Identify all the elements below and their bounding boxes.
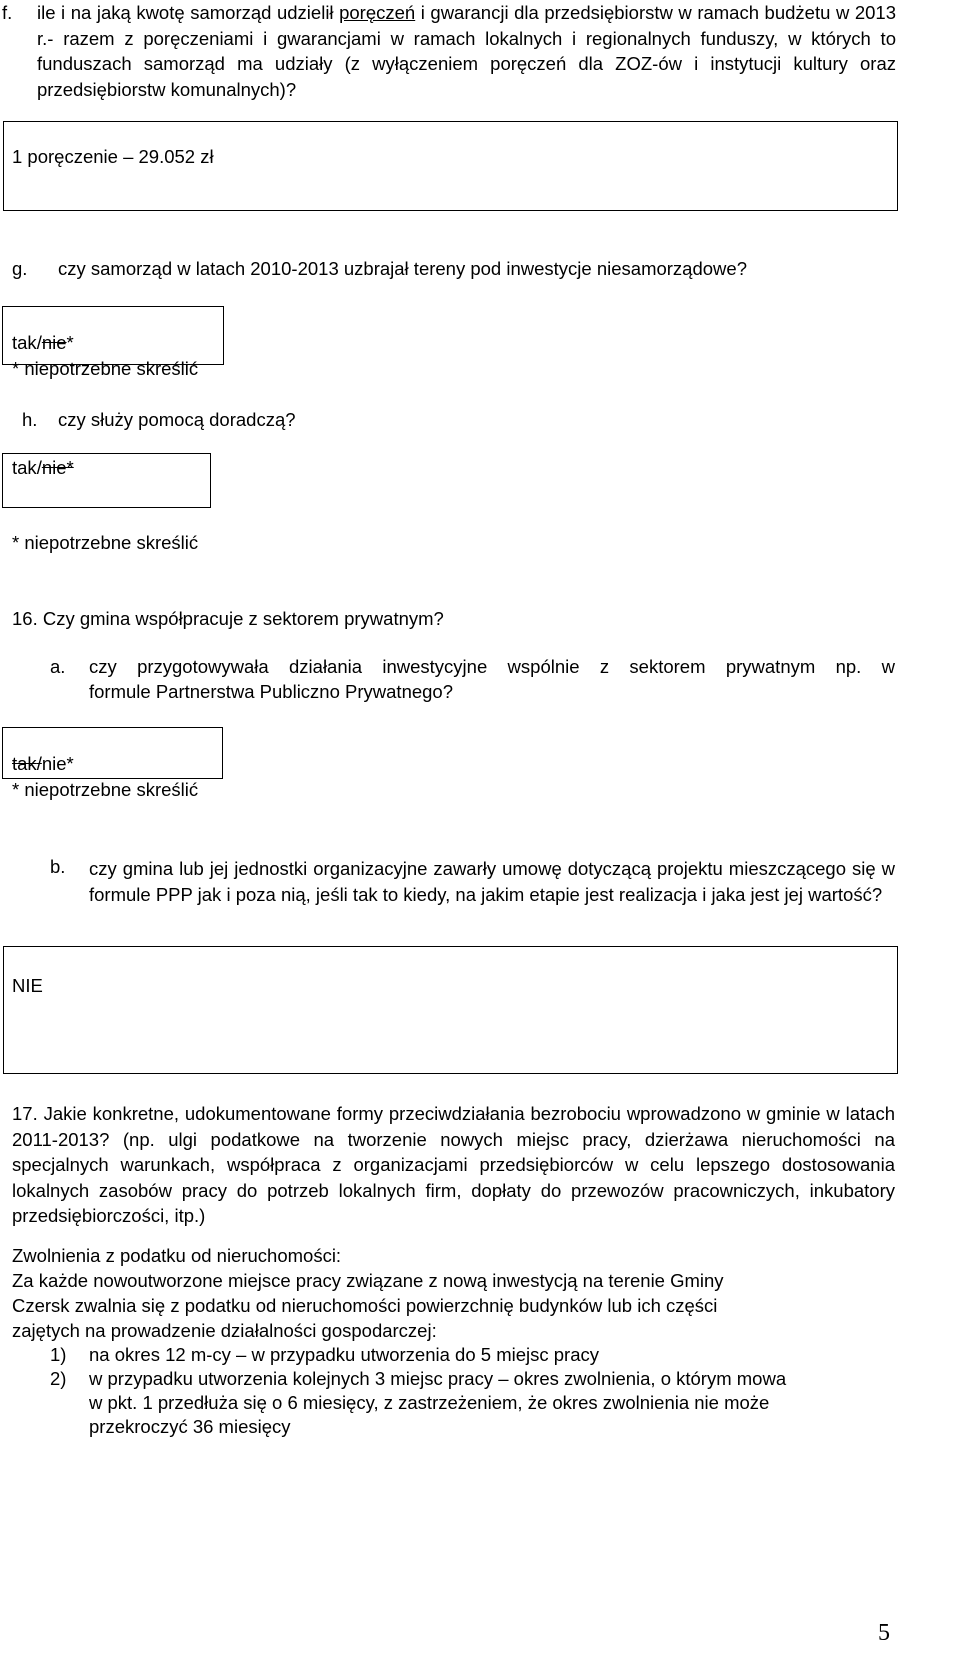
page-number: 5 bbox=[878, 1620, 890, 1646]
question-17: 17. Jakie konkretne, udokumentowane formy przeciwdziałania bezrobociu wprowadzono w gminie w latach 2011-2013? (np. ulgi podatkowe na tworzenie nowych miejsc pracy, dzierżawa nieruchomości na specjalnych warunkach, współpraca z organizacjami przedsiębiorców w celu lepszego dostosowania lokalnych zasobów pracy do potrzeb lokalnych firm, dopłaty do przewozów pracowniczych, inkubatory przedsiębiorczości, itp.) bbox=[12, 1103, 895, 1226]
answer-h-sep: / bbox=[36, 457, 42, 478]
item-letter-f: f. bbox=[2, 2, 13, 23]
answer-17-heading: Zwolnienia z podatku od nieruchomości: bbox=[12, 1245, 342, 1266]
question-f-text-before: ile i na jaką kwotę samorząd udzielił bbox=[37, 2, 340, 23]
answer-16a-sep: / bbox=[36, 753, 42, 774]
answer-16a-nie: nie* bbox=[41, 753, 74, 774]
question-f-underlined: poręczeń bbox=[339, 2, 416, 23]
item-letter-16a: a. bbox=[50, 656, 66, 677]
list-item-line: w przypadku utworzenia kolejnych 3 miejsc pracy – okres zwolnienia, o którym mowa bbox=[89, 1368, 787, 1389]
question-g: czy samorząd w latach 2010-2013 uzbrajał tereny pod inwestycje niesamorządowe? bbox=[58, 258, 747, 279]
question-h: czy służy pomocą doradczą? bbox=[58, 409, 296, 430]
answer-g-star: * bbox=[66, 332, 74, 353]
list-item-line: przekroczyć 36 miesięcy bbox=[89, 1416, 291, 1437]
answer-16a bbox=[12, 753, 74, 775]
footnote-g: * niepotrzebne skreślić bbox=[12, 358, 199, 379]
answer-h bbox=[12, 457, 74, 479]
question-16-heading: 16. Czy gmina współpracuje z sektorem prywatnym? bbox=[12, 608, 444, 629]
item-letter-h: h. bbox=[22, 409, 38, 430]
answer-g-nie: nie bbox=[41, 332, 67, 353]
list-item-line: w pkt. 1 przedłuża się o 6 miesięcy, z zastrzeżeniem, że okres zwolnienia nie może bbox=[89, 1392, 770, 1413]
answer-17-line2: Czersk zwalnia się z podatku od nieruchomości powierzchnię budynków lub ich części bbox=[12, 1295, 718, 1316]
answer-17-line1: Za każde nowoutworzone miejsce pracy związane z nową inwestycją na terenie Gminy bbox=[12, 1270, 724, 1291]
list-item-number: 1) bbox=[50, 1344, 67, 1365]
question-16b: czy gmina lub jej jednostki organizacyjne zawarły umowę dotyczącą projektu mieszczącego się w formule PPP jak i poza nią, jeśli tak to kiedy, na jakim etapie jest realizacja i jaka jest jej wartość? bbox=[89, 858, 895, 905]
question-16a-line2: formule Partnerstwa Publiczno Prywatnego? bbox=[89, 681, 454, 702]
item-letter-g: g. bbox=[12, 258, 28, 279]
answer-g bbox=[12, 332, 74, 354]
answer-box-16b bbox=[3, 946, 898, 1074]
answer-f: 1 poręczenie – 29.052 zł bbox=[12, 146, 214, 167]
footnote-h: * niepotrzebne skreślić bbox=[12, 532, 199, 553]
question-f-text-after: i gwarancji dla przedsiębiorstw w ramach budżetu w 2013 r.- razem z poręczeniami i gwarancjami w ramach lokalnych i regionalnych funduszy, w których to funduszach samorząd ma udziały (z wyłączeniem poręczeń dla ZOZ-ów i instytucji kultury oraz przedsiębiorstw komunalnych)? bbox=[37, 2, 897, 100]
answer-16a-tak: tak bbox=[12, 753, 37, 774]
list-item-number: 2) bbox=[50, 1368, 67, 1389]
answer-g-tak: tak bbox=[12, 332, 37, 353]
answer-16b: NIE bbox=[12, 975, 43, 996]
list-item-line: na okres 12 m-cy – w przypadku utworzenia do 5 miejsc pracy bbox=[89, 1344, 599, 1365]
answer-17-line3: zajętych na prowadzenie działalności gospodarczej: bbox=[12, 1320, 437, 1341]
footnote-16a: * niepotrzebne skreślić bbox=[12, 779, 199, 800]
item-letter-16b: b. bbox=[50, 856, 66, 877]
question-16a-line1: czy przygotowywała działania inwestycyjne wspólnie z sektorem prywatnym np. w bbox=[89, 656, 895, 677]
answer-h-nie: nie* bbox=[41, 457, 74, 478]
answer-g-sep: / bbox=[36, 332, 42, 353]
answer-h-tak: tak bbox=[12, 457, 37, 478]
question-f bbox=[37, 0, 896, 102]
